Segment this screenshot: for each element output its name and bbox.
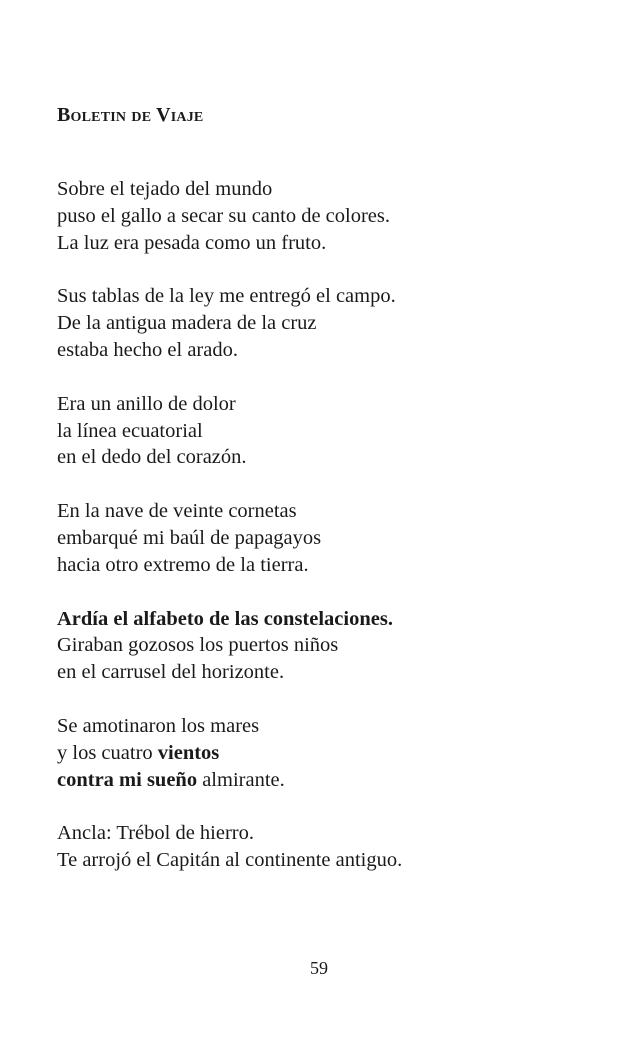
- poem-line: Ancla: Trébol de hierro.: [57, 822, 254, 845]
- poem-line: en el carrusel del horizonte.: [57, 661, 285, 684]
- poem-line: Te arrojó el Capitán al continente antiguo.: [57, 849, 403, 872]
- poem-line: Sobre el tejado del mundo: [57, 178, 273, 200]
- poem-line-bold: Ardía el alfabeto de las constelaciones.: [57, 607, 393, 630]
- poem-line: Se amotinaron los mares: [57, 714, 260, 737]
- poem-line: De la antigua madera de la cruz: [57, 312, 317, 335]
- poem-line: Era un anillo de dolor: [57, 392, 236, 415]
- poem-line: embarqué mi baúl de papagayos: [57, 526, 322, 549]
- poem-line-segment-bold: vientos: [157, 741, 220, 764]
- stanza-3: [57, 391, 597, 471]
- stanza-5: [57, 606, 597, 686]
- poem-line: La luz era pesada como un fruto.: [57, 231, 327, 254]
- poem-line-segment: almirante.: [197, 768, 285, 791]
- poem-line-segment: y los cuatro: [57, 741, 158, 764]
- poem-line: estaba hecho el arado.: [57, 338, 238, 361]
- poem-line-segment-bold: contra mi sueño: [57, 768, 198, 791]
- poem-body: [57, 176, 597, 901]
- poem-line-mixed: [57, 740, 597, 767]
- page-number: 59: [310, 958, 328, 978]
- poem-title: Boletin de Viaje: [57, 104, 204, 126]
- poem-line: hacia otro extremo de la tierra.: [57, 553, 309, 576]
- stanza-4: [57, 498, 597, 578]
- poem-line: Giraban gozosos los puertos niños: [57, 634, 339, 657]
- stanza-2: [57, 283, 597, 363]
- poem-line: En la nave de veinte cornetas: [57, 500, 297, 523]
- poem-line: en el dedo del corazón.: [57, 446, 247, 469]
- stanza-1: [57, 176, 597, 256]
- poem-line: la línea ecuatorial: [57, 419, 203, 442]
- stanza-7: [57, 820, 597, 874]
- poem-line: puso el gallo a secar su canto de colores.: [57, 204, 391, 227]
- stanza-6: [57, 713, 597, 793]
- poem-line: Sus tablas de la ley me entregó el campo.: [57, 285, 396, 308]
- poem-line-mixed: [57, 767, 597, 794]
